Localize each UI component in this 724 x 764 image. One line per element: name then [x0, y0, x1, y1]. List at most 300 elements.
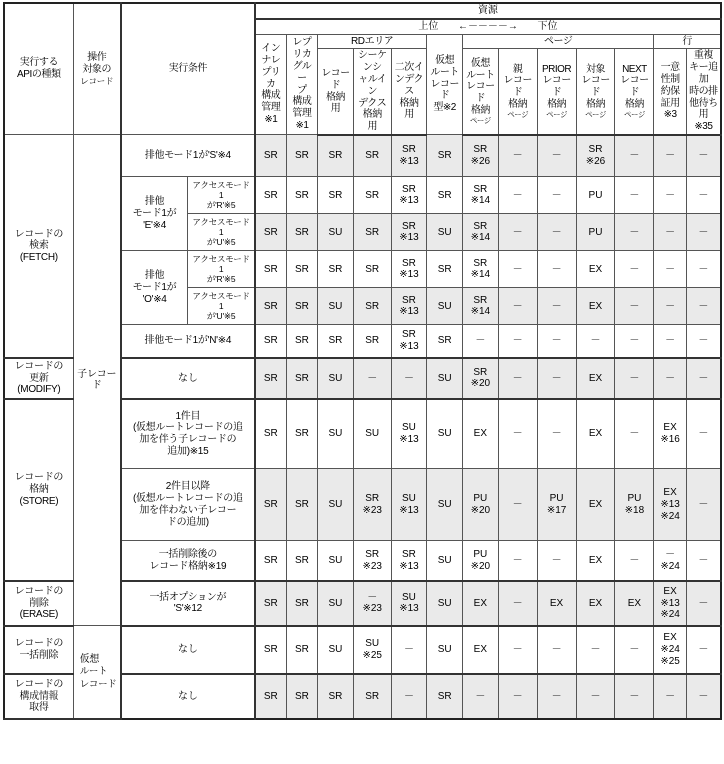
- lock-value-cell: [537, 358, 576, 399]
- lock-value-line2: ※20: [470, 560, 491, 572]
- lock-value-line1: －: [367, 591, 378, 603]
- lock-value-line2: ※14: [470, 269, 491, 281]
- condition-line4: 追加)※15: [167, 446, 209, 458]
- lock-value-cell: [615, 135, 654, 177]
- lock-value-line1: －: [551, 372, 562, 384]
- lock-value-cell: [498, 177, 537, 214]
- lock-value-line1: SU: [328, 300, 343, 312]
- lock-value-line1: －: [698, 690, 709, 702]
- hdr-l1: 二次イ: [394, 62, 424, 74]
- lock-value-line1: EX: [663, 487, 677, 499]
- lock-value-cell: [615, 288, 654, 325]
- lock-value-cell: [286, 177, 317, 214]
- condition-line1: 一括削除後の: [158, 548, 217, 560]
- lock-value-cell: [463, 177, 499, 214]
- lock-value-cell: [686, 358, 721, 399]
- lock-value-line1: SR: [328, 189, 343, 201]
- lock-value-line1: －: [475, 690, 486, 702]
- lock-value-line1: SR: [294, 499, 309, 511]
- lock-value-line1: PU: [588, 226, 603, 238]
- lock-value-line1: SR: [263, 263, 278, 275]
- condition-line2: (仮想ルートレコードの追: [132, 493, 243, 505]
- lock-value-line1: SR: [473, 366, 488, 378]
- hdr-l1: 親: [512, 63, 523, 75]
- lock-value-line1: SR: [588, 144, 603, 156]
- lock-value-cell: [576, 674, 615, 719]
- lock-value-line1: SU: [437, 597, 452, 609]
- header-group-rdarea: RDエリア: [318, 34, 427, 49]
- lock-value-cell: [255, 251, 286, 288]
- lock-value-cell: [318, 626, 354, 674]
- lock-value-cell: [286, 358, 317, 399]
- lock-value-cell: [427, 288, 463, 325]
- lock-value-cell: [498, 626, 537, 674]
- lock-value-line1: SU: [437, 428, 452, 440]
- lock-value-cell: [391, 358, 427, 399]
- lock-value-line1: EX: [588, 554, 603, 566]
- lock-value-cell: [463, 288, 499, 325]
- condition-cell: なし: [121, 674, 255, 719]
- lock-value-line1: －: [665, 548, 676, 560]
- lock-value-line1: －: [551, 335, 562, 347]
- lock-value-line1: －: [512, 189, 523, 201]
- hdr-l5: ※1: [264, 114, 278, 126]
- lock-value-cell: [537, 214, 576, 251]
- lock-value-line1: SR: [437, 189, 452, 201]
- lock-value-cell: [286, 251, 317, 288]
- header-exec-api-line2: APIの種類: [16, 69, 61, 81]
- lock-value-line1: －: [665, 690, 676, 702]
- lock-value-cell: [537, 251, 576, 288]
- lock-value-cell: [686, 177, 721, 214]
- lock-value-line1: －: [403, 644, 414, 656]
- hdr-l4: 型※2: [433, 102, 456, 114]
- condition-main-line3: 'E'※4: [143, 219, 167, 231]
- lock-value-cell: [498, 325, 537, 358]
- condition-main-line1: 排他: [144, 270, 165, 282]
- lock-value-cell: [615, 469, 654, 541]
- hdr-l5: 用: [367, 121, 377, 133]
- hdr-l1: 仮想: [470, 57, 490, 69]
- condition-sub-line1: アクセスモード1: [192, 291, 250, 312]
- lock-value-line1: －: [403, 372, 414, 384]
- hdr-l3: レコード: [430, 78, 459, 102]
- header-target-record-line2: 対象の: [82, 64, 112, 76]
- target-record-line2: ルート: [79, 666, 108, 678]
- hdr-l4: 証用: [660, 97, 680, 109]
- hdr-l1: NEXT: [622, 63, 647, 75]
- lock-value-line2: ※16: [660, 434, 680, 446]
- lock-value-cell: [255, 626, 286, 674]
- lock-value-cell: [498, 541, 537, 581]
- header-exec-condition: 実行条件: [121, 3, 255, 135]
- lock-value-line2: ※13: [660, 597, 680, 609]
- lock-value-cell: [353, 581, 391, 626]
- lock-value-cell: [286, 541, 317, 581]
- lock-value-line1: －: [698, 150, 709, 162]
- condition-main-line2: モード1が: [132, 208, 177, 220]
- lock-value-line2: ※13: [399, 560, 419, 572]
- lock-value-line1: SR: [402, 294, 416, 306]
- target-record-line1: 仮想: [79, 653, 100, 665]
- lock-value-cell: [391, 626, 427, 674]
- lock-value-line1: SR: [402, 329, 416, 341]
- lock-value-line1: SU: [328, 554, 343, 566]
- api-type-line1: レコードの: [14, 638, 64, 650]
- lock-value-line1: SR: [294, 428, 309, 440]
- lock-value-cell: [318, 177, 354, 214]
- lock-value-line1: SR: [365, 300, 380, 312]
- lock-value-cell: [255, 581, 286, 626]
- lock-value-cell: [286, 581, 317, 626]
- lock-value-cell: [654, 325, 686, 358]
- header-col-duplicate-key-wait: [686, 49, 721, 135]
- lock-value-line1: －: [590, 690, 601, 702]
- header-target-record: [73, 3, 121, 135]
- lock-value-cell: [576, 325, 615, 358]
- lock-value-cell: [255, 288, 286, 325]
- condition-cell: [121, 541, 255, 581]
- lock-value-line1: －: [665, 300, 676, 312]
- lock-value-cell: [463, 358, 499, 399]
- hdr-l6: ※1: [295, 119, 309, 131]
- lock-value-cell: [391, 325, 427, 358]
- lock-value-line1: －: [512, 300, 523, 312]
- lock-value-line1: SR: [402, 183, 416, 195]
- lock-value-line1: SR: [263, 499, 278, 511]
- condition-sub-cell: [188, 177, 255, 214]
- lock-value-cell: [255, 358, 286, 399]
- table-header: [4, 3, 721, 135]
- lock-value-line1: －: [629, 554, 640, 566]
- lock-value-line2: ※20: [470, 378, 491, 390]
- hdr-l2: レコード: [620, 75, 649, 99]
- condition-sub-cell: [188, 214, 255, 251]
- lock-value-cell: [463, 214, 499, 251]
- header-group-resource: 資源: [255, 3, 721, 19]
- lock-value-line2: ※17: [546, 504, 567, 516]
- hdr-l3: 用: [330, 103, 341, 115]
- header-exec-api: [4, 3, 73, 135]
- lock-value-cell: [318, 399, 354, 469]
- lock-value-cell: [537, 541, 576, 581]
- lock-value-cell: [353, 251, 391, 288]
- api-type-line2: 格納: [29, 484, 49, 496]
- lock-value-line1: －: [551, 226, 562, 238]
- lock-value-line1: －: [512, 644, 523, 656]
- lock-value-cell: [576, 541, 615, 581]
- lock-value-cell: [615, 541, 654, 581]
- lock-value-cell: [463, 674, 499, 719]
- api-type-cell: [4, 626, 73, 674]
- condition-cell: なし: [121, 626, 255, 674]
- lock-value-line1: －: [551, 150, 562, 162]
- lock-value-cell: [353, 469, 391, 541]
- lock-value-line1: －: [512, 554, 523, 566]
- hdr-l1: 対象: [585, 63, 605, 75]
- condition-sub-line1: アクセスモード1: [192, 254, 250, 275]
- lock-value-line2: ※13: [399, 232, 419, 244]
- lock-value-line1: －: [629, 150, 640, 162]
- lock-value-cell: [654, 399, 686, 469]
- hdr-l4: ページ: [507, 109, 529, 119]
- header-target-record-line3: レコード: [80, 76, 114, 87]
- header-direction: [255, 19, 721, 34]
- lock-value-line1: PU: [588, 189, 603, 201]
- lock-value-cell: [686, 541, 721, 581]
- header-col-virtual-root-record-type: [427, 34, 463, 135]
- lock-value-line1: SR: [328, 690, 343, 702]
- lock-value-line1: －: [629, 226, 640, 238]
- lock-value-line1: SU: [328, 428, 343, 440]
- lock-value-cell: [286, 674, 317, 719]
- lock-value-cell: [576, 469, 615, 541]
- lock-value-cell: [353, 541, 391, 581]
- lock-value-line1: SU: [437, 554, 452, 566]
- hdr-l5: ※3: [663, 109, 677, 121]
- lock-value-line1: SR: [328, 335, 343, 347]
- lock-value-line1: －: [551, 189, 562, 201]
- lock-value-line2: ※13: [399, 306, 419, 318]
- lock-value-cell: [318, 541, 354, 581]
- lock-value-cell: [654, 251, 686, 288]
- lock-value-line1: －: [512, 690, 523, 702]
- lock-value-line1: －: [629, 372, 640, 384]
- condition-main-line1: 排他: [144, 196, 165, 208]
- condition-cell: 排他モード1が'N'※4: [121, 325, 255, 358]
- lock-value-cell: [537, 581, 576, 626]
- target-record-cell: 子レコード: [73, 135, 121, 626]
- lock-value-cell: [318, 251, 354, 288]
- hdr-l1: シーケンシ: [357, 50, 387, 74]
- lock-value-cell: [576, 626, 615, 674]
- hdr-l2: 性制: [660, 73, 680, 85]
- lock-value-cell: [318, 325, 354, 358]
- lock-value-cell: [318, 214, 354, 251]
- condition-line3: 加を伴わない子レコー: [139, 504, 237, 516]
- hdr-l6: ※35: [694, 121, 713, 133]
- lock-value-cell: [686, 469, 721, 541]
- hdr-l4: 構成: [292, 96, 312, 108]
- lock-value-line1: SR: [437, 263, 452, 275]
- api-type-line3: (STORE): [19, 495, 59, 507]
- lock-value-line1: SU: [402, 591, 416, 603]
- condition-cell: [121, 581, 255, 626]
- hdr-l3: 格納: [585, 99, 605, 111]
- lock-value-line1: EX: [473, 644, 488, 656]
- lock-value-cell: [255, 325, 286, 358]
- lock-value-cell: [537, 399, 576, 469]
- condition-main-line3: 'O'※4: [142, 293, 167, 305]
- api-type-line3: (ERASE): [19, 609, 59, 621]
- condition-sub-line2: が'R'※5: [206, 200, 236, 211]
- condition-line1: 一括オプションが: [149, 591, 227, 603]
- lock-value-line2: ※20: [470, 504, 491, 516]
- lock-value-cell: [391, 251, 427, 288]
- lock-value-cell: [654, 581, 686, 626]
- header-col-replica-group: [286, 34, 317, 135]
- lock-value-line1: SR: [263, 428, 278, 440]
- condition-line1: 1件目: [175, 410, 201, 422]
- lock-value-cell: [318, 674, 354, 719]
- lock-value-cell: [537, 177, 576, 214]
- lock-value-cell: [463, 399, 499, 469]
- hdr-l1: インナレ: [261, 43, 281, 67]
- hdr-l2: プリカ: [261, 66, 281, 90]
- api-type-cell: [4, 581, 73, 626]
- lock-value-line1: SR: [294, 690, 309, 702]
- lock-value-line1: －: [665, 226, 676, 238]
- lock-value-line2: ※13: [399, 341, 419, 353]
- condition-line2: レコード格納※19: [149, 560, 227, 572]
- lock-value-cell: [537, 325, 576, 358]
- hdr-l4: 用: [404, 109, 414, 121]
- hdr-l3: 格納: [624, 99, 644, 111]
- lock-value-cell: [427, 399, 463, 469]
- lock-value-cell: [576, 135, 615, 177]
- lock-value-line1: －: [512, 597, 523, 609]
- lock-value-line1: EX: [588, 372, 603, 384]
- lock-value-line1: －: [551, 644, 562, 656]
- lock-value-line2: ※24: [660, 644, 680, 656]
- lock-value-cell: [353, 214, 391, 251]
- lock-value-cell: [353, 135, 391, 177]
- lock-value-cell: [615, 177, 654, 214]
- lock-value-line2: ※13: [399, 156, 419, 168]
- lock-value-cell: [498, 358, 537, 399]
- lock-value-line1: －: [512, 499, 523, 511]
- lock-value-line2: ※13: [399, 195, 419, 207]
- hdr-l2: キー追加: [689, 62, 718, 85]
- lock-value-cell: [498, 674, 537, 719]
- api-type-line1: レコードの: [14, 228, 64, 240]
- api-type-line3: (MODIFY): [17, 384, 61, 396]
- lock-value-cell: [463, 251, 499, 288]
- lock-value-line1: PU: [627, 493, 642, 505]
- lock-value-line1: SR: [437, 335, 452, 347]
- hdr-l3: レコード: [466, 81, 495, 105]
- api-type-line1: レコードの: [14, 678, 64, 690]
- lock-value-line1: SR: [365, 690, 380, 702]
- lock-value-line1: SU: [437, 644, 452, 656]
- header-group-row: 行: [654, 34, 721, 49]
- hdr-l2: レコード: [542, 75, 571, 99]
- header-col-sequential-index-store: [353, 49, 391, 135]
- lock-value-line1: －: [512, 372, 523, 384]
- lock-value-line1: －: [698, 335, 709, 347]
- lock-value-line1: SR: [473, 183, 488, 195]
- api-type-line1: レコードの: [14, 585, 64, 597]
- lock-value-line3: ※25: [660, 655, 680, 667]
- lock-value-line2: ※24: [660, 560, 680, 572]
- hdr-l2: レコード: [503, 75, 532, 99]
- condition-main-cell: [121, 251, 188, 325]
- hdr-l3: プ: [297, 84, 307, 96]
- lock-value-cell: [353, 177, 391, 214]
- lock-value-line1: SR: [263, 690, 278, 702]
- lock-value-cell: [353, 325, 391, 358]
- lock-value-cell: [427, 674, 463, 719]
- condition-cell: [121, 399, 255, 469]
- target-record-cell: [73, 626, 121, 719]
- lock-value-cell: [654, 626, 686, 674]
- lock-value-line1: －: [629, 644, 640, 656]
- lock-value-line1: SU: [437, 372, 452, 384]
- lock-value-line2: ※13: [399, 504, 419, 516]
- lock-value-cell: [391, 674, 427, 719]
- header-col-record-store: [318, 49, 354, 135]
- lock-value-cell: [654, 214, 686, 251]
- lock-value-cell: [654, 135, 686, 177]
- lock-value-line1: SU: [328, 372, 343, 384]
- hdr-l2: ルート: [430, 66, 459, 78]
- lock-value-line2: ※14: [470, 306, 491, 318]
- condition-line2: (仮想ルートレコードの追: [132, 422, 243, 434]
- lock-value-line2: ※14: [470, 195, 491, 207]
- lock-value-line1: SR: [294, 226, 309, 238]
- lock-value-cell: [427, 581, 463, 626]
- lock-value-line1: －: [665, 150, 676, 162]
- lock-value-line1: －: [629, 263, 640, 275]
- lock-value-line3: ※24: [660, 609, 680, 621]
- hdr-l1: 仮想: [435, 55, 455, 67]
- header-col-target-record-page: [576, 49, 615, 135]
- lock-value-line1: SR: [263, 372, 278, 384]
- lock-value-line2: ※13: [660, 499, 680, 511]
- header-col-uniqueness-constraint: [654, 49, 686, 135]
- lock-value-line1: SU: [437, 226, 452, 238]
- lock-value-cell: [391, 177, 427, 214]
- lock-value-line1: SR: [402, 257, 416, 269]
- lock-value-cell: [255, 541, 286, 581]
- lock-value-line1: SU: [328, 499, 343, 511]
- lock-value-cell: [576, 399, 615, 469]
- condition-cell: なし: [121, 358, 255, 399]
- lock-value-cell: [318, 288, 354, 325]
- lock-value-line1: －: [698, 554, 709, 566]
- lock-value-cell: [537, 469, 576, 541]
- lock-value-cell: [353, 358, 391, 399]
- hdr-l3: 約保: [660, 85, 680, 97]
- lock-value-cell: [255, 469, 286, 541]
- lock-value-cell: [576, 251, 615, 288]
- lock-value-line1: －: [665, 372, 676, 384]
- lock-value-line1: PU: [473, 493, 488, 505]
- lock-value-cell: [498, 469, 537, 541]
- lock-value-cell: [463, 135, 499, 177]
- lock-value-line1: －: [629, 335, 640, 347]
- lock-value-line1: SR: [263, 226, 278, 238]
- lock-value-cell: [498, 135, 537, 177]
- lock-value-cell: [654, 674, 686, 719]
- lock-value-line1: EX: [588, 263, 603, 275]
- hdr-l4: 他待ち: [689, 97, 718, 109]
- lock-value-line1: －: [629, 428, 640, 440]
- lock-value-line2: ※26: [585, 156, 606, 168]
- lock-value-line1: SR: [294, 189, 309, 201]
- lock-value-cell: [615, 214, 654, 251]
- table-row: [4, 135, 721, 177]
- lock-value-line1: －: [403, 690, 414, 702]
- lock-value-cell: [286, 288, 317, 325]
- hdr-l3: 格納: [399, 97, 419, 109]
- lock-value-line2: ※18: [624, 504, 645, 516]
- hdr-l3: 構成: [261, 90, 281, 102]
- lock-value-cell: [654, 469, 686, 541]
- lock-value-cell: [686, 214, 721, 251]
- header-group-page: ページ: [463, 34, 654, 49]
- lock-value-line1: SR: [473, 220, 488, 232]
